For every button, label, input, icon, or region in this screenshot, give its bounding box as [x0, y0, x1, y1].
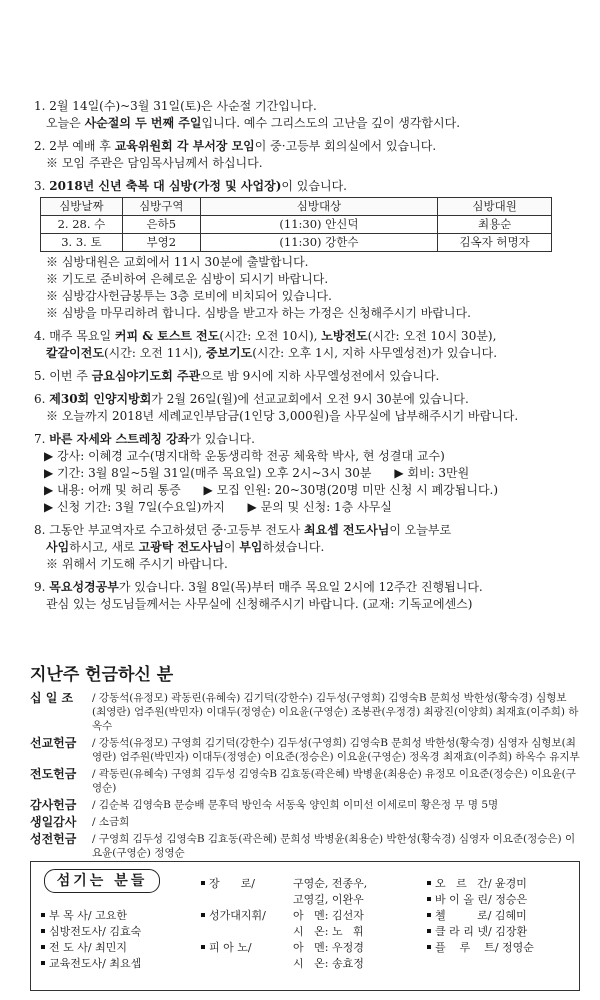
bullet-icon: [427, 945, 431, 949]
offering-row: 십 일 조 / 강동석(유정모) 곽동린(유혜숙) 김기덕(강한수) 김두성(구영희) 김영숙B 문희성 박한성(황숙경) 심형보(최영란) 엄주원(박민자) 이대두(정영순) 이요윤(구영순) 조봉관(우정경) 최광진(이양희) 최재효(이주희) 하옥수: [30, 691, 579, 732]
announcement-8-note: ※ 위해서 기도해 주시기 바랍니다.: [46, 557, 228, 571]
announcement-6: 6. 제30회 인양지방회가 2월 26일(월)에 선교교회에서 오전 9시 30분에 있습니다. ※ 오늘까지 2018년 세례교인부담금(1인당 3,000원)을 사무실에 납부해주시기 바랍니다.: [34, 391, 580, 425]
offering-row: 전도헌금 / 곽동린(유혜숙) 구영희 김두성 김영숙B 김효동(곽은혜) 박병윤(최용순) 유정모 이요준(정승은) 이요윤(구영순): [30, 767, 576, 794]
announcement-6-note: ※ 오늘까지 2018년 세례교인부담금(1인당 3,000원)을 사무실에 납부해주시기 바랍니다.: [46, 409, 519, 423]
servers-col-names: 구영순, 전종우, 고영길, 이완우 아 멘: 김선자 시 온: 노 휘 아 멘: 우정경 시 온: 송효정: [293, 877, 368, 970]
table-header-row: 심방날짜 심방구역 심방대상 심방대원: [41, 198, 552, 216]
offering-row: 생일감사 / 소금희: [30, 815, 130, 829]
offerings-title: 지난주 헌금하신 분: [30, 665, 174, 685]
bullet-icon: [41, 945, 45, 949]
visit-note: ※ 기도로 준비하여 은혜로운 심방이 되시기 바랍니다.: [46, 272, 329, 286]
bullet-icon: [41, 913, 45, 917]
announcement-7: 7. 바른 자세와 스트레칭 강좌가 있습니다. ▶ 강사: 이혜경 교수(명지대학 운동생리학 전공 체육학 박사, 현 성결대 교수) ▶ 기간: 3월 8일~5월 31일(매주 목요일) 오후 2시~3시 30분 ▶ 회비: 3만원 ▶ 내용: 어깨 및 허리 통증 ▶ 모집 인원: 20~30명(20명 미만 신청 시 폐강됩니다.) ▶ 신청 기간: 3월 7일(수요일)까지 ▶ 문의 및 신청: 1층 사무실: [34, 431, 580, 516]
bullet-icon: [201, 913, 205, 917]
bullet-icon: [41, 961, 45, 965]
announcement-8: 8. 그동안 부교역자로 수고하셨던 중·고등부 전도사 최요셉 전도사님이 오늘부로 사임하시고, 새로 고광탁 전도사님이 부임하셨습니다. ※ 위해서 기도해 주시기 바랍니다.: [34, 522, 580, 573]
bullet-icon: [427, 929, 431, 933]
bullet-icon: [41, 929, 45, 933]
servers-col-pastors: 부 목 사/ 고요한 심방전도사/ 김효숙 전 도 사/ 최민지 교육전도사/ 최요셉: [41, 908, 141, 972]
bullet-icon: [201, 881, 205, 885]
announcement-5: 5. 이번 주 금요심야기도회 주관으로 밤 9시에 지하 사무엘성전에서 있습니다.: [34, 369, 440, 383]
servers-col-instruments: 오 르 간/ 윤경미 바 이 올 린/ 정승은 첼 로/ 김혜미 클 라 리 넷/ 김장환 플 루 트/ 정영순: [427, 876, 534, 956]
bullet-icon: [201, 945, 205, 949]
visitation-table: [40, 197, 552, 252]
offering-row: 선교헌금 / 강동석(유정모) 구영희 김기덕(강한수) 김두성(구영희) 김영숙B 문희성 박한성(황숙경) 심영자 심형보(최영란) 엄주원(박민자) 이대두(정영순) 이요준(정승은) 이요윤(구영순) 정옥경 최재효(이주희) 하옥수 유지부: [30, 736, 580, 763]
servers-box: [30, 861, 580, 991]
offering-row: 성전헌금 / 구영희 김두성 김영숙B 김효동(곽은혜) 문희성 박병윤(최용순) 박한성(황숙경) 심영자 이요준(정승은) 이요윤(구영순) 정영순: [30, 832, 576, 859]
table-row: 2. 28. 수 은하5 (11:30) 안신덕 최용순: [41, 216, 552, 234]
offering-row: 감사헌금 / 김순복 김영숙B 문승배 문후덕 방인숙 서동욱 양인희 이미선 이세로미 황은정 무 명 5명: [30, 798, 499, 812]
table-row: 3. 3. 토 부영2 (11:30) 강한수 김옥자 허명자: [41, 234, 552, 252]
lecture-detail: ▶ 내용: 어깨 및 허리 통증 ▶ 모집 인원: 20~30명(20명 미만 신청 시 폐강됩니다.): [44, 483, 499, 497]
visit-note: ※ 심방을 마무리하려 합니다. 심방을 받고자 하는 가정은 신청해주시기 바랍니다.: [46, 306, 471, 320]
announcement-1: 1. 2월 14일(수)~3월 31일(토)은 사순절 기간입니다. 오늘은 사순절의 두 번째 주일입니다. 예수 그리스도의 고난을 깊이 생각합시다.: [34, 98, 580, 132]
visit-note: ※ 심방감사헌금봉투는 3층 로비에 비치되어 있습니다.: [46, 289, 332, 303]
announcement-2: 2. 2부 예배 후 교육위원회 각 부서장 모임이 중·고등부 회의실에서 있습니다. ※ 모임 주관은 담임목사님께서 하십니다.: [34, 138, 580, 172]
servers-col-roles: 장 로/ 성가대지휘/ 피 아 노/: [201, 876, 266, 956]
announcement-2-note: ※ 모임 주관은 담임목사님께서 하십니다.: [46, 156, 263, 170]
servers-title: 섬기는 분들: [44, 869, 160, 893]
offerings-section: [30, 660, 580, 863]
announcement-1-line1: 1. 2월 14일(수)~3월 31일(토)은 사순절 기간입니다.: [34, 99, 317, 113]
bullet-icon: [427, 897, 431, 901]
announcement-9: 9. 목요성경공부가 있습니다. 3월 8일(목)부터 매주 목요일 2시에 12주간 진행됩니다. 관심 있는 성도님들께서는 사무실에 신청해주시기 바랍니다. (교재: 기독교에센스): [34, 580, 483, 611]
announcements: [34, 98, 580, 619]
lecture-detail: ▶ 강사: 이혜경 교수(명지대학 운동생리학 전공 체육학 박사, 현 성결대 교수): [44, 449, 445, 463]
bullet-icon: [427, 913, 431, 917]
bullet-icon: [427, 881, 431, 885]
announcement-4: 4. 매주 목요일 커피 & 토스트 전도(시간: 오전 10시), 노방전도(시간: 오전 10시 30분), 칼갈이전도(시간: 오전 11시), 중보기도(시간: 오후 1시, 지하 사무엘성전)가 있습니다.: [34, 329, 498, 360]
lecture-detail: ▶ 신청 기간: 3월 7일(수요일)까지 ▶ 문의 및 신청: 1층 사무실: [44, 500, 392, 514]
lecture-detail: ▶ 기간: 3월 8일~5월 31일(매주 목요일) 오후 2시~3시 30분 ▶ 회비: 3만원: [44, 466, 470, 480]
visit-note: ※ 심방대원은 교회에서 11시 30분에 출발합니다.: [46, 255, 309, 269]
announcement-3: 3. 2018년 신년 축복 대 심방(가정 및 사업장)이 있습니다. 심방날짜 심방구역 심방대상 심방대원 2. 28. 수 은하5 (11:30) 안신덕 최용순 3. 3. 토 부영2 (11:30) 강한수 김옥자 허명자 ※ 심방대원은 교회에서 11시 30분에 출발합니다. ※ 기도로 준비하여 은혜로운 심방이 되시기 바랍니다. ※ 심방감사헌금봉투는 3층 로비에 비치되어 있습니다. ※ 심방을 마무리하려 합니다. 심방을 받고자 하는 가정은 신청해주시기 바랍니다.: [34, 178, 580, 322]
